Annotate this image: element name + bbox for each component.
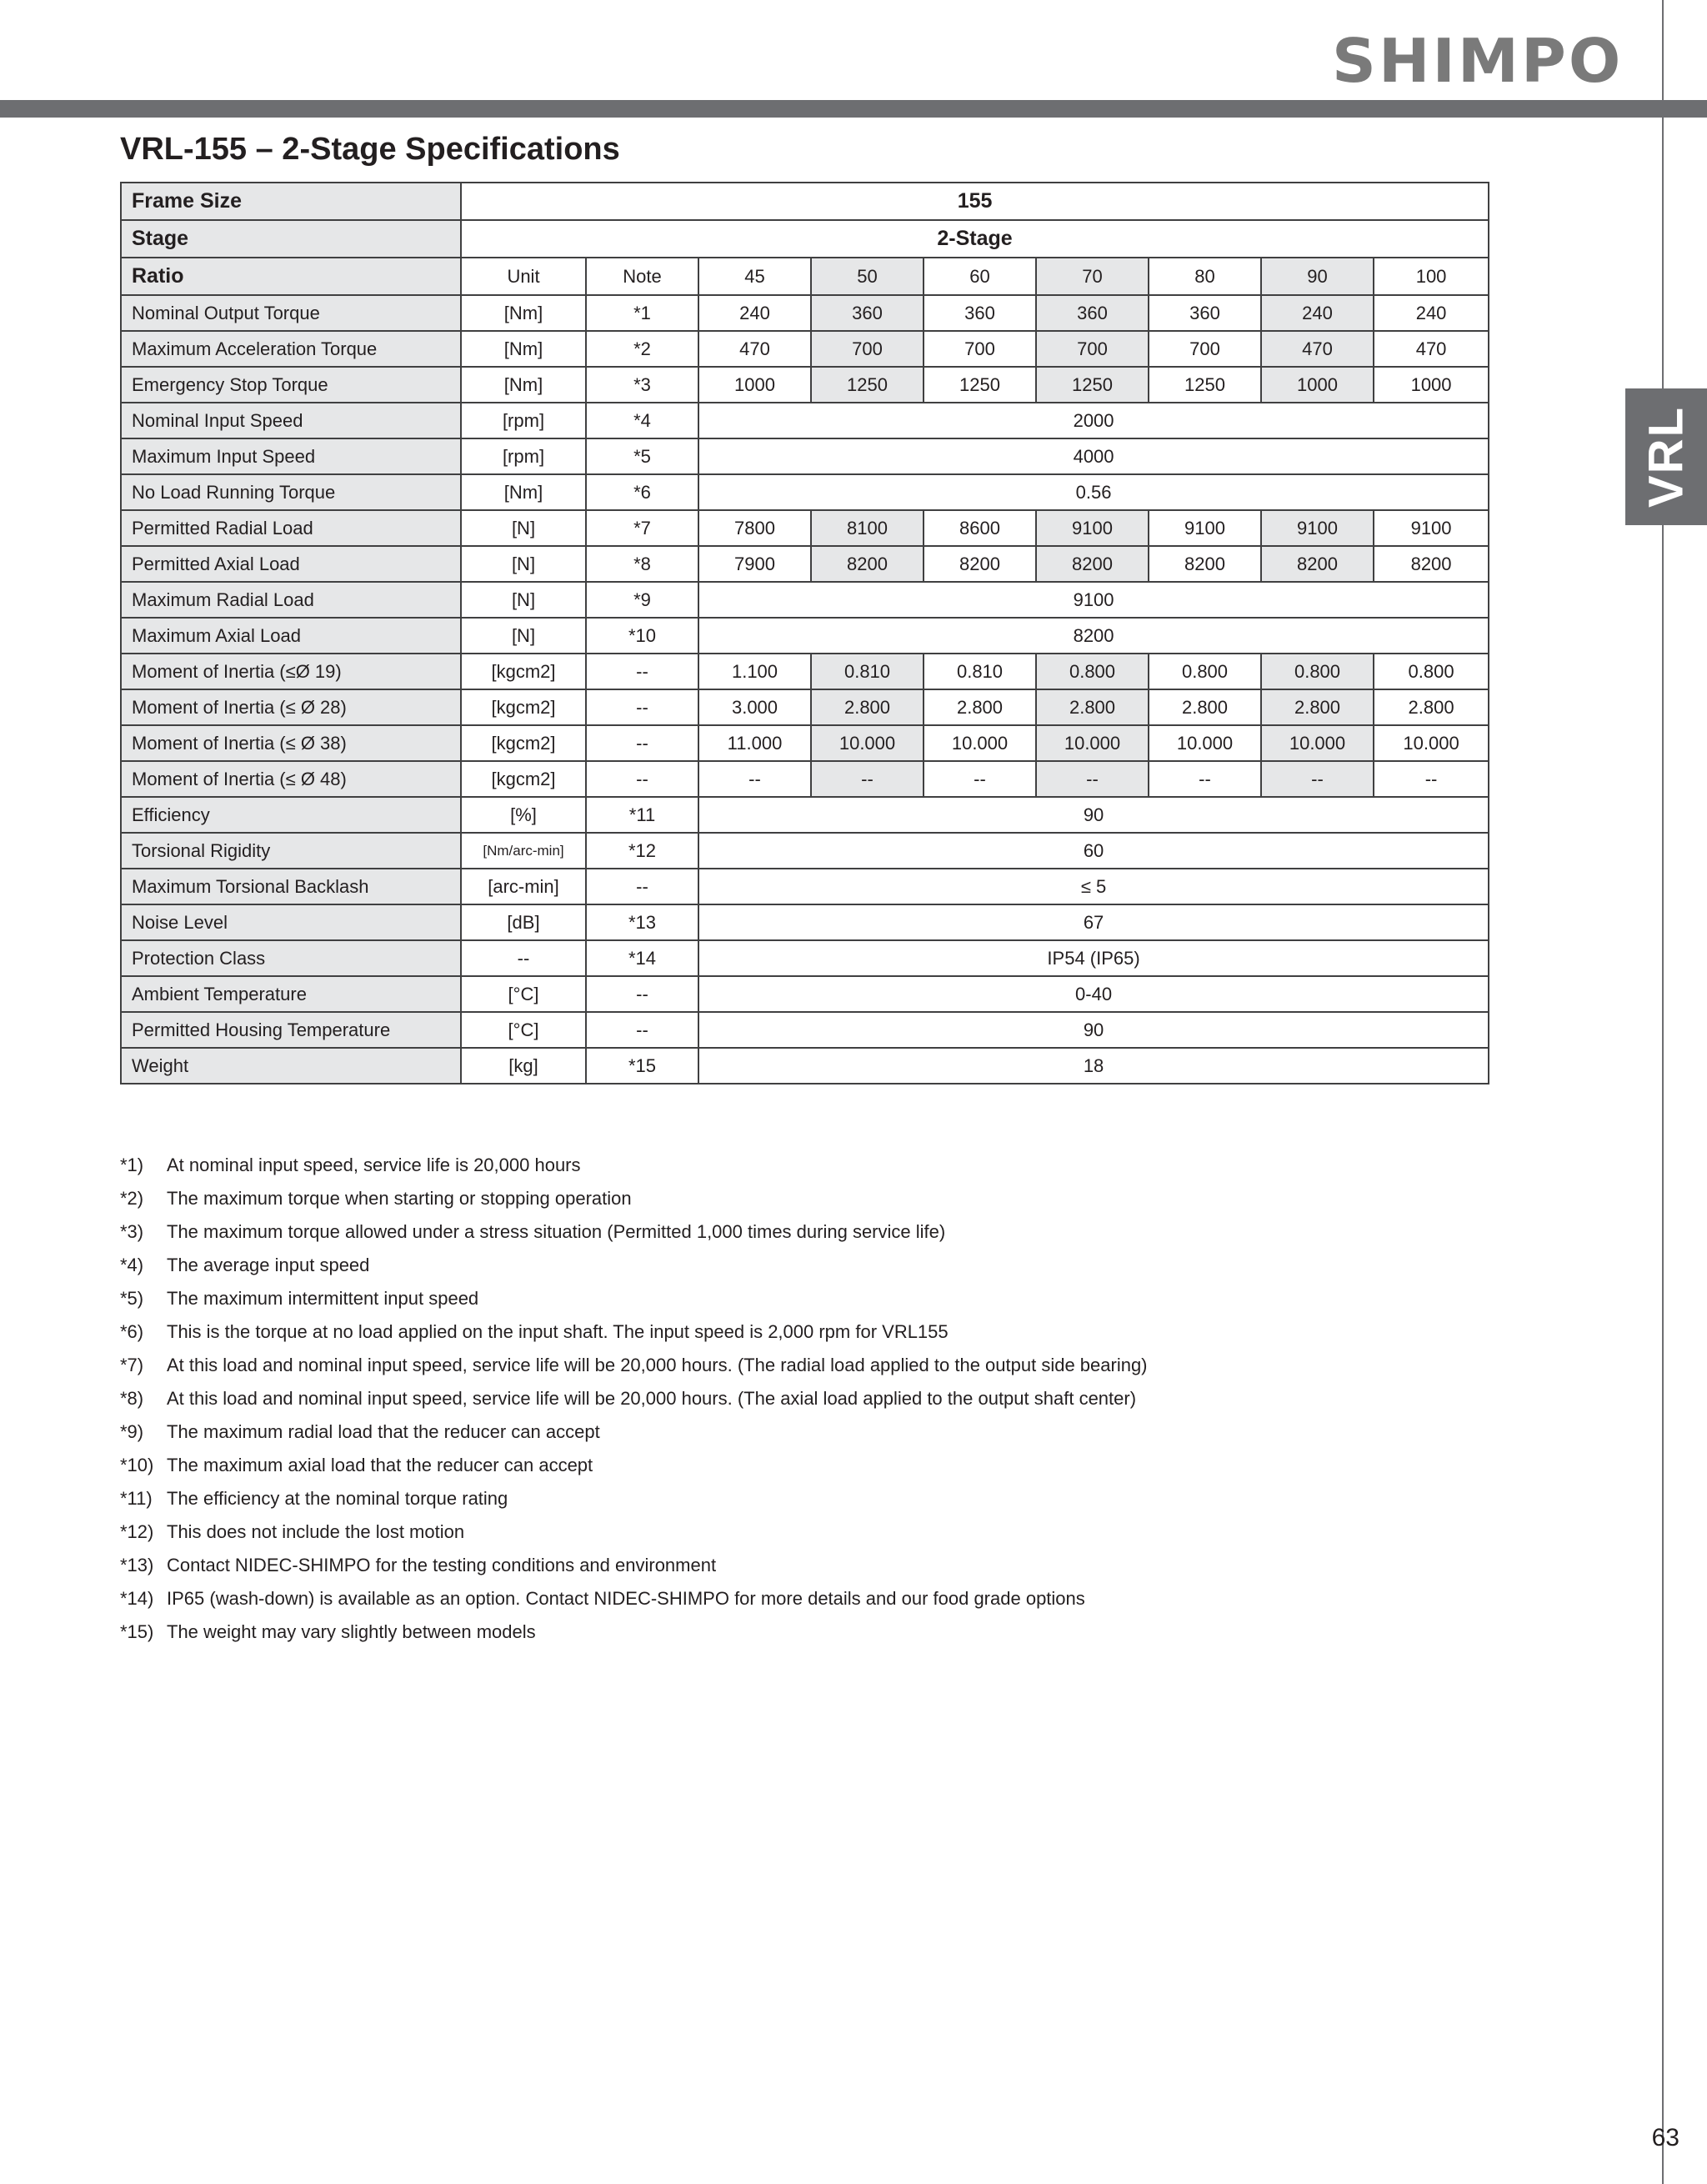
row-label: Maximum Axial Load (121, 618, 461, 654)
row-label: Torsional Rigidity (121, 833, 461, 869)
row-value: 9100 (1261, 510, 1374, 546)
row-note: *4 (586, 403, 698, 438)
row-value: -- (924, 761, 1036, 797)
row-value: 7900 (698, 546, 811, 582)
table-row (121, 295, 1489, 331)
row-label: Permitted Axial Load (121, 546, 461, 582)
row-unit: [Nm] (461, 367, 586, 403)
row-note: *11 (586, 797, 698, 833)
row-note: *1 (586, 295, 698, 331)
row-label: Protection Class (121, 940, 461, 976)
table-row (121, 546, 1489, 582)
row-value: ≤ 5 (698, 869, 1489, 904)
row-value: 470 (1374, 331, 1489, 367)
row-value: 67 (698, 904, 1489, 940)
row-value: 7800 (698, 510, 811, 546)
row-label: No Load Running Torque (121, 474, 461, 510)
row-value: 2.800 (924, 689, 1036, 725)
row-value: 3.000 (698, 689, 811, 725)
ratio-row (121, 258, 1489, 295)
row-unit: [kg] (461, 1048, 586, 1084)
footnote-id: *2) (120, 1188, 144, 1209)
unit-header: Unit (461, 258, 586, 295)
footnote-text: The maximum torque when starting or stopping operation (167, 1188, 632, 1209)
row-unit: [N] (461, 510, 586, 546)
row-label: Maximum Input Speed (121, 438, 461, 474)
footnote-id: *7) (120, 1355, 144, 1375)
footnote (120, 1382, 1537, 1415)
footnote (120, 1149, 1537, 1182)
table-row (121, 618, 1489, 654)
row-note: *9 (586, 582, 698, 618)
footnote-id: *3) (120, 1221, 144, 1242)
row-value: 10.000 (924, 725, 1036, 761)
row-value: 1250 (811, 367, 924, 403)
row-note: *7 (586, 510, 698, 546)
row-note: *14 (586, 940, 698, 976)
row-value: 1250 (924, 367, 1036, 403)
row-value: 360 (1149, 295, 1261, 331)
footnote-id: *1) (120, 1155, 144, 1175)
header-bar (0, 100, 1707, 118)
row-unit: [kgcm2] (461, 761, 586, 797)
footnote-text: This is the torque at no load applied on the input shaft. The input speed is 2,000 rpm for VRL155 (167, 1321, 949, 1342)
footnote-text: The maximum radial load that the reducer can accept (167, 1421, 600, 1442)
row-value: 2.800 (1149, 689, 1261, 725)
footnote (120, 1349, 1537, 1382)
footnote-id: *9) (120, 1421, 144, 1442)
row-value: 2000 (698, 403, 1489, 438)
footnote-id: *10) (120, 1455, 154, 1475)
row-value: 360 (1036, 295, 1149, 331)
row-unit: [Nm] (461, 295, 586, 331)
shimpo-logo: SHIMPO (1332, 26, 1624, 96)
row-note: *3 (586, 367, 698, 403)
footnote-id: *4) (120, 1255, 144, 1275)
row-value: 1250 (1149, 367, 1261, 403)
footnote (120, 1315, 1537, 1349)
row-note: -- (586, 654, 698, 689)
footnote-id: *12) (120, 1521, 154, 1542)
row-value: 8200 (1374, 546, 1489, 582)
row-value: 0.800 (1149, 654, 1261, 689)
row-unit: [Nm] (461, 474, 586, 510)
table-row (121, 510, 1489, 546)
row-value: 1000 (698, 367, 811, 403)
row-label: Weight (121, 1048, 461, 1084)
row-note: *2 (586, 331, 698, 367)
row-note: *5 (586, 438, 698, 474)
row-label: Permitted Radial Load (121, 510, 461, 546)
row-note: -- (586, 689, 698, 725)
row-label: Nominal Input Speed (121, 403, 461, 438)
row-label: Permitted Housing Temperature (121, 1012, 461, 1048)
row-unit: [arc-min] (461, 869, 586, 904)
row-note: *6 (586, 474, 698, 510)
row-unit: [Nm/arc-min] (461, 833, 586, 869)
row-value: 0.56 (698, 474, 1489, 510)
footnote-id: *5) (120, 1288, 144, 1309)
footnote (120, 1482, 1537, 1515)
table-row (121, 403, 1489, 438)
row-value: 240 (1374, 295, 1489, 331)
row-label: Ambient Temperature (121, 976, 461, 1012)
row-label: Moment of Inertia (≤Ø 19) (121, 654, 461, 689)
row-note: *8 (586, 546, 698, 582)
table-row (121, 904, 1489, 940)
row-value: 2.800 (1036, 689, 1149, 725)
row-value: 8200 (924, 546, 1036, 582)
footnote-text: The maximum intermittent input speed (167, 1288, 479, 1309)
row-value: 1250 (1036, 367, 1149, 403)
row-value: 0.800 (1036, 654, 1149, 689)
row-label: Maximum Torsional Backlash (121, 869, 461, 904)
row-value: 700 (1149, 331, 1261, 367)
row-value: 360 (811, 295, 924, 331)
row-value: 0.800 (1374, 654, 1489, 689)
frame-size-row (121, 183, 1489, 220)
row-unit: [kgcm2] (461, 725, 586, 761)
row-value: 60 (698, 833, 1489, 869)
row-value: 8100 (811, 510, 924, 546)
stage-row (121, 220, 1489, 258)
footnote-text: The efficiency at the nominal torque rating (167, 1488, 508, 1509)
row-label: Efficiency (121, 797, 461, 833)
row-note: -- (586, 761, 698, 797)
row-value: 1000 (1374, 367, 1489, 403)
footnote (120, 1582, 1537, 1615)
footnote-id: *6) (120, 1321, 144, 1342)
ratio-value: 90 (1261, 258, 1374, 295)
row-value: 9100 (1149, 510, 1261, 546)
row-value: 10.000 (811, 725, 924, 761)
ratio-value: 80 (1149, 258, 1261, 295)
row-value: 9100 (1374, 510, 1489, 546)
page-title: VRL-155 – 2-Stage Specifications (120, 132, 620, 167)
footnote-id: *11) (120, 1488, 153, 1509)
frame-size-value: 155 (461, 183, 1489, 220)
table-row (121, 1012, 1489, 1048)
row-value: 360 (924, 295, 1036, 331)
row-unit: [rpm] (461, 403, 586, 438)
footnote (120, 1449, 1537, 1482)
table-row (121, 654, 1489, 689)
row-note: *13 (586, 904, 698, 940)
footnote-text: The weight may vary slightly between models (167, 1621, 536, 1642)
row-value: 2.800 (1261, 689, 1374, 725)
row-value: 4000 (698, 438, 1489, 474)
footnote (120, 1182, 1537, 1215)
section-side-tab (1625, 388, 1707, 525)
row-value: 9100 (1036, 510, 1149, 546)
row-value: 90 (698, 797, 1489, 833)
footnote (120, 1549, 1537, 1582)
row-unit: -- (461, 940, 586, 976)
row-label: Moment of Inertia (≤ Ø 28) (121, 689, 461, 725)
table-row (121, 1048, 1489, 1084)
row-value: 240 (698, 295, 811, 331)
row-value: 700 (1036, 331, 1149, 367)
row-label: Emergency Stop Torque (121, 367, 461, 403)
footnote-text: IP65 (wash-down) is available as an option. Contact NIDEC-SHIMPO for more details and our food grade options (167, 1588, 1085, 1609)
row-value: 1000 (1261, 367, 1374, 403)
table-row (121, 331, 1489, 367)
table-row (121, 833, 1489, 869)
row-value: 18 (698, 1048, 1489, 1084)
row-note: *15 (586, 1048, 698, 1084)
table-row (121, 367, 1489, 403)
row-unit: [Nm] (461, 331, 586, 367)
row-value: -- (811, 761, 924, 797)
row-note: *12 (586, 833, 698, 869)
row-value: 10.000 (1036, 725, 1149, 761)
row-value: -- (1149, 761, 1261, 797)
row-unit: [N] (461, 618, 586, 654)
footnote (120, 1515, 1537, 1549)
frame-size-label: Frame Size (121, 183, 461, 220)
footnote-text: This does not include the lost motion (167, 1521, 465, 1542)
row-unit: [N] (461, 582, 586, 618)
row-unit: [°C] (461, 976, 586, 1012)
row-value: 0.810 (924, 654, 1036, 689)
footnote-id: *15) (120, 1621, 154, 1642)
row-value: 2.800 (811, 689, 924, 725)
row-label: Maximum Acceleration Torque (121, 331, 461, 367)
row-unit: [%] (461, 797, 586, 833)
table-row (121, 474, 1489, 510)
table-row (121, 940, 1489, 976)
footnote-text: At this load and nominal input speed, service life will be 20,000 hours. (The radial load applied to the output side bearing) (167, 1355, 1148, 1375)
footnote (120, 1415, 1537, 1449)
table-row (121, 438, 1489, 474)
row-label: Maximum Radial Load (121, 582, 461, 618)
row-note: *10 (586, 618, 698, 654)
spec-table (120, 182, 1489, 1084)
page-number: 63 (1651, 2124, 1679, 2151)
table-row (121, 797, 1489, 833)
ratio-value: 100 (1374, 258, 1489, 295)
stage-value: 2-Stage (461, 220, 1489, 258)
table-row (121, 725, 1489, 761)
ratio-value: 60 (924, 258, 1036, 295)
row-value: -- (1374, 761, 1489, 797)
row-note: -- (586, 725, 698, 761)
footnote-id: *13) (120, 1555, 154, 1575)
row-value: -- (1261, 761, 1374, 797)
table-row (121, 582, 1489, 618)
footnote-text: At this load and nominal input speed, service life will be 20,000 hours. (The axial load applied to the output shaft center) (167, 1388, 1137, 1409)
row-value: 8200 (1261, 546, 1374, 582)
note-header: Note (586, 258, 698, 295)
page-edge-rule (1662, 0, 1664, 2184)
row-value: 0.810 (811, 654, 924, 689)
row-unit: [N] (461, 546, 586, 582)
footnotes (120, 1149, 1537, 1649)
footnote-text: The maximum torque allowed under a stress situation (Permitted 1,000 times during service life) (167, 1221, 946, 1242)
table-row (121, 869, 1489, 904)
footnote-text: The average input speed (167, 1255, 370, 1275)
footnote (120, 1249, 1537, 1282)
row-unit: [dB] (461, 904, 586, 940)
side-tab-label: VRL (1639, 406, 1694, 508)
row-value: 8200 (811, 546, 924, 582)
footnote (120, 1615, 1537, 1649)
row-unit: [kgcm2] (461, 689, 586, 725)
row-value: 470 (1261, 331, 1374, 367)
footnote-id: *8) (120, 1388, 144, 1409)
row-value: 11.000 (698, 725, 811, 761)
row-value: 0.800 (1261, 654, 1374, 689)
row-value: 9100 (698, 582, 1489, 618)
row-unit: [rpm] (461, 438, 586, 474)
row-value: 8200 (1149, 546, 1261, 582)
row-value: 700 (811, 331, 924, 367)
footnote-id: *14) (120, 1588, 154, 1609)
row-value: -- (1036, 761, 1149, 797)
ratio-value: 50 (811, 258, 924, 295)
row-value: 90 (698, 1012, 1489, 1048)
row-note: -- (586, 976, 698, 1012)
row-unit: [°C] (461, 1012, 586, 1048)
row-note: -- (586, 869, 698, 904)
row-value: 1.100 (698, 654, 811, 689)
ratio-value: 70 (1036, 258, 1149, 295)
row-value: IP54 (IP65) (698, 940, 1489, 976)
row-label: Moment of Inertia (≤ Ø 48) (121, 761, 461, 797)
row-note: -- (586, 1012, 698, 1048)
row-label: Moment of Inertia (≤ Ø 38) (121, 725, 461, 761)
row-unit: [kgcm2] (461, 654, 586, 689)
row-value: 470 (698, 331, 811, 367)
row-value: -- (698, 761, 811, 797)
row-label: Noise Level (121, 904, 461, 940)
table-row (121, 761, 1489, 797)
row-value: 700 (924, 331, 1036, 367)
row-value: 240 (1261, 295, 1374, 331)
table-row (121, 976, 1489, 1012)
ratio-value: 45 (698, 258, 811, 295)
row-value: 10.000 (1261, 725, 1374, 761)
row-value: 8200 (698, 618, 1489, 654)
row-value: 10.000 (1374, 725, 1489, 761)
table-row (121, 689, 1489, 725)
footnote-text: Contact NIDEC-SHIMPO for the testing conditions and environment (167, 1555, 717, 1575)
stage-label: Stage (121, 220, 461, 258)
row-label: Nominal Output Torque (121, 295, 461, 331)
footnote (120, 1282, 1537, 1315)
row-value: 0-40 (698, 976, 1489, 1012)
footnote-text: At nominal input speed, service life is 20,000 hours (167, 1155, 581, 1175)
row-value: 2.800 (1374, 689, 1489, 725)
row-value: 8600 (924, 510, 1036, 546)
footnote-text: The maximum axial load that the reducer can accept (167, 1455, 593, 1475)
ratio-label: Ratio (121, 258, 461, 295)
row-value: 10.000 (1149, 725, 1261, 761)
footnote (120, 1215, 1537, 1249)
row-value: 8200 (1036, 546, 1149, 582)
